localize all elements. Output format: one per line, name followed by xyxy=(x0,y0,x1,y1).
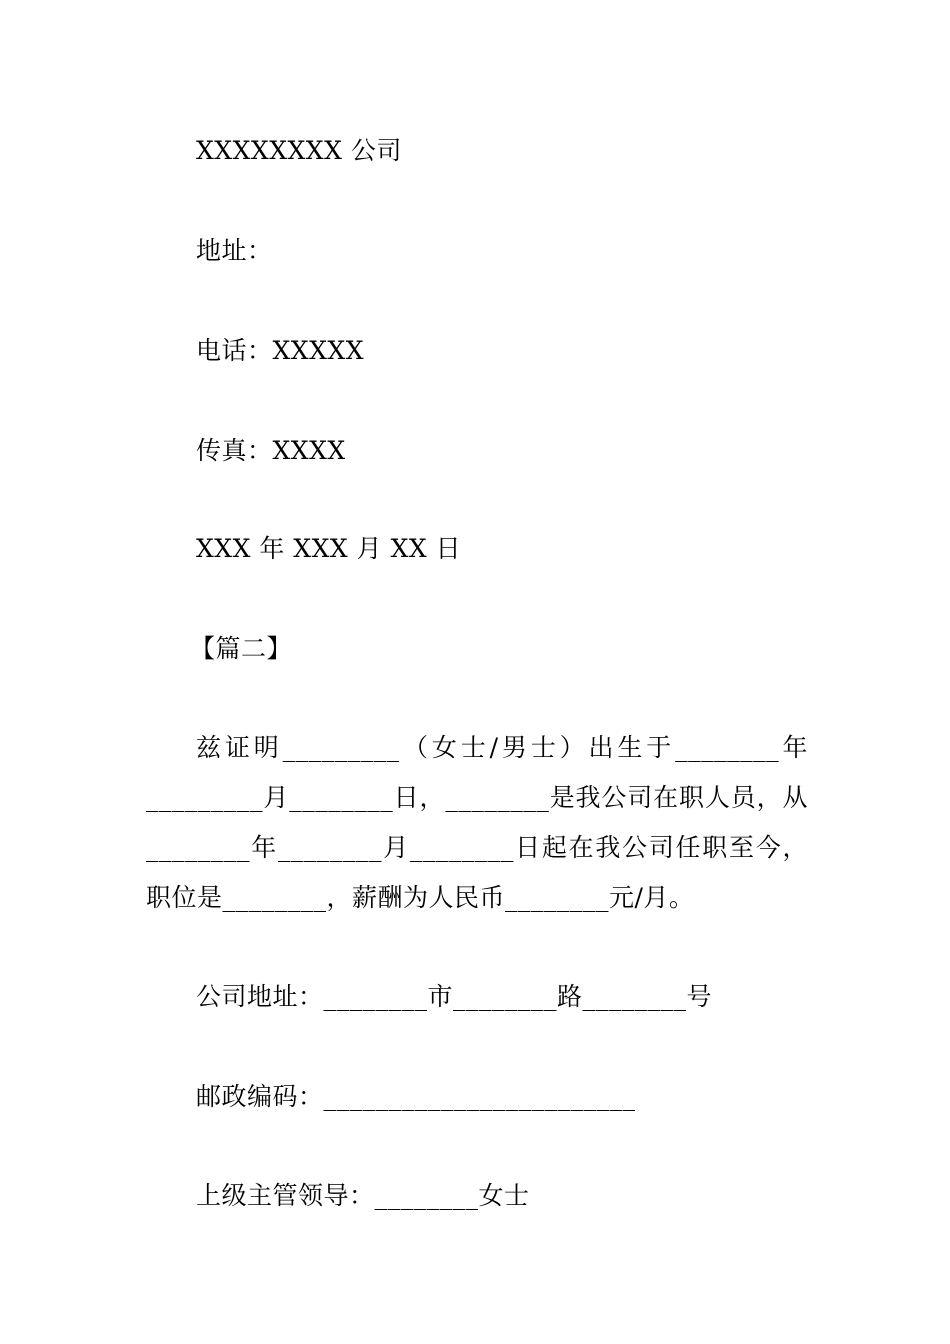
company-name: XXXXXXXX 公司 xyxy=(196,136,402,165)
supervisor-line: 上级主管领导：________女士 xyxy=(196,1181,530,1210)
company-address-line: 公司地址：________市________路________号 xyxy=(196,982,713,1011)
phone-line: 电话：XXXXX xyxy=(196,336,364,365)
certificate-paragraph: 兹证明_________（女士/男士）出生于________年_________月________日，________是我公司在职人员，从________年________月________日起在我公司任职至今，职位是________，薪酬为人民币________元/月。 xyxy=(146,733,808,912)
date-line: XXX 年 XXX 月 XX 日 xyxy=(196,534,462,563)
address-line: 地址： xyxy=(196,236,273,265)
fax-line: 传真：XXXX xyxy=(196,436,346,465)
section-heading: 【篇二】 xyxy=(190,634,293,663)
postal-code-line: 邮政编码：________________________ xyxy=(196,1082,636,1111)
